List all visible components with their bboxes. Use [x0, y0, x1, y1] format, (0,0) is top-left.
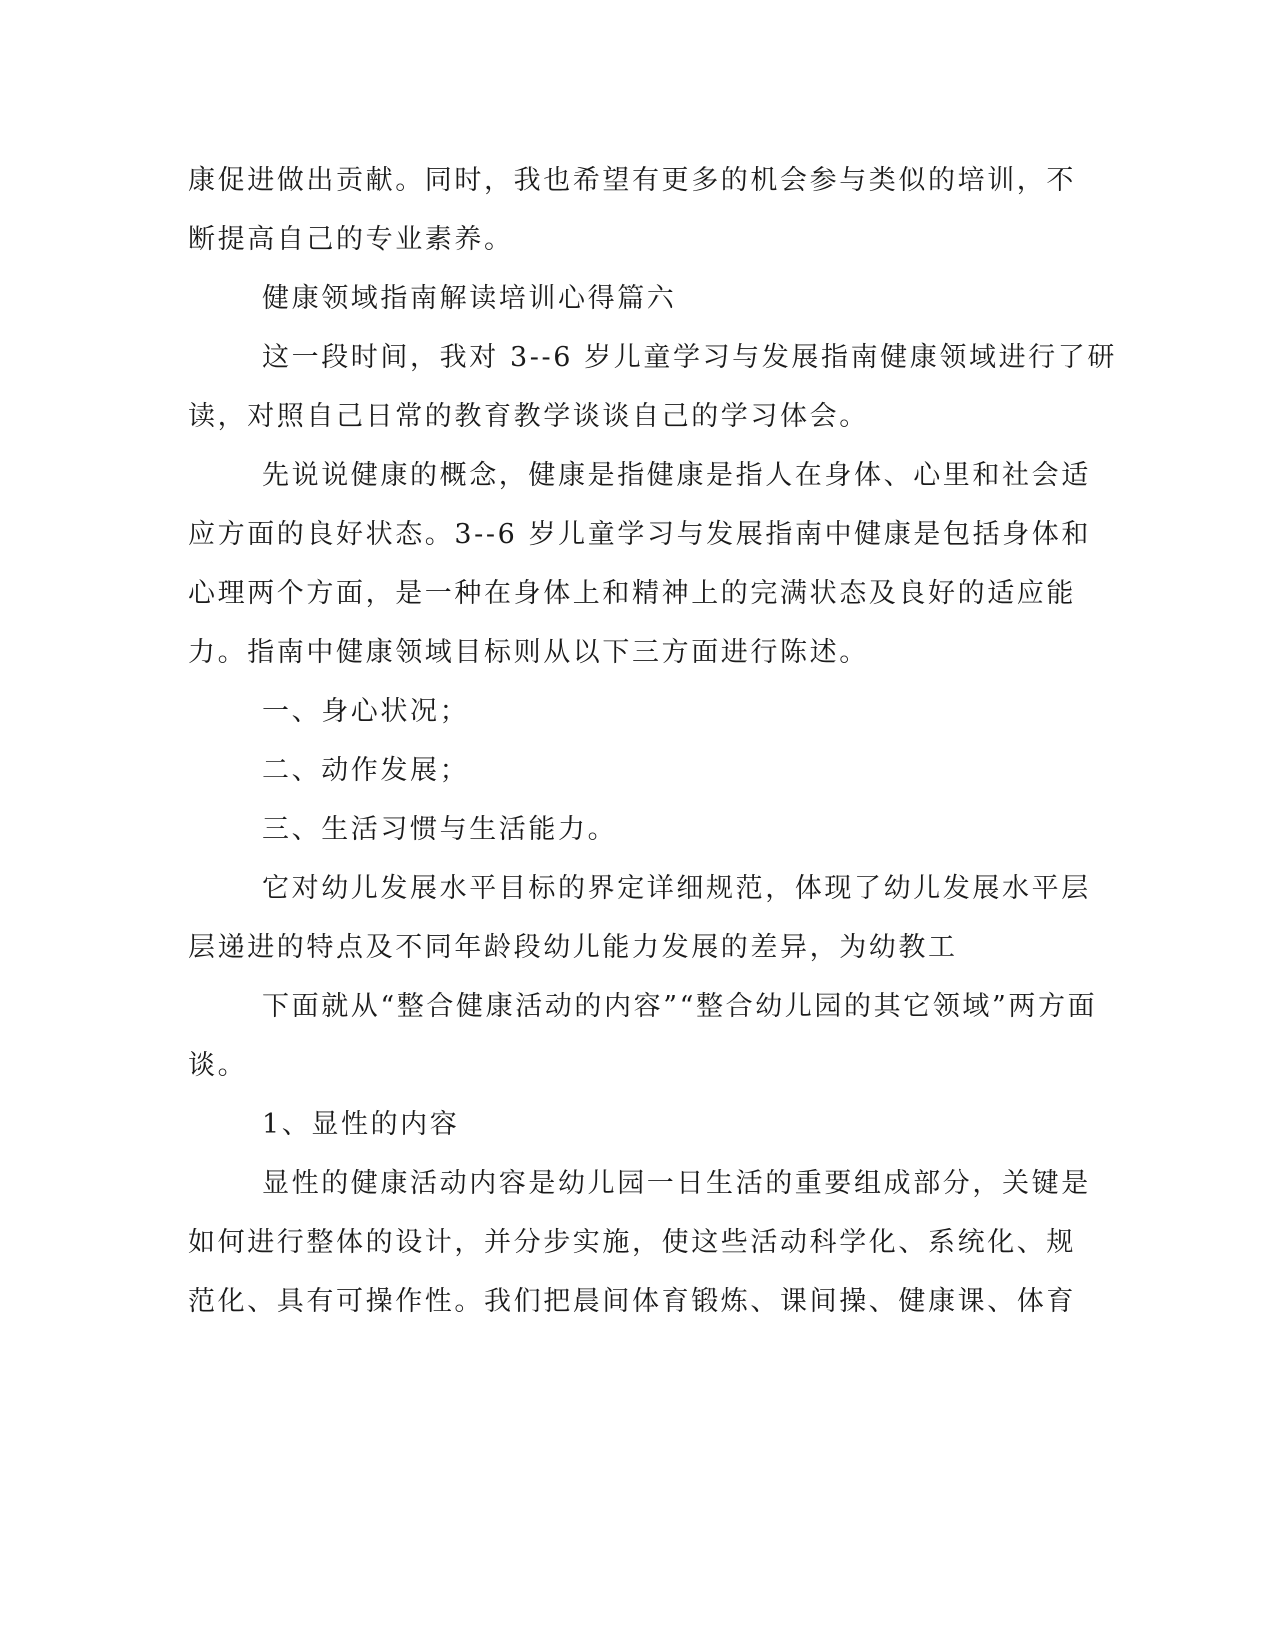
document-page: 康促进做出贡献。同时，我也希望有更多的机会参与类似的培训，不 断提高自己的专业素养。 健康领域指南解读培训心得篇六 这一段时间，我对 3--6 岁儿童学习与发展指南健康领域进行了研 读，对照自己日常的教育教学谈谈自己的学习体会。 先说说健康的概念，健康是指健康是指人在身体、心里和社会适 应方面的良好状态。3--6 岁儿童学习与发展指南中健康是包括身体和 心理两个方面，是一种在身体上和精神上的完满状态及良好的适应能 力。指南中健康领域目标则从以下三方面进行陈述。 一、身心状况； 二、动作发展； 三、生活习惯与生活能力。 它对幼儿发展水平目标的界定详细规范，体现了幼儿发展水平层 层递进的特点及不同年龄段幼儿能力发展的差异，为幼教工 下面就从“整合健康活动的内容”“整合幼儿园的其它领域”两方面 谈。 1、显性的内容 显性的健康活动内容是幼儿园一日生活的重要组成部分，关键是 如何进行整体的设计，并分步实施，使这些活动科学化、系统化、规 范化、具有可操作性。我们把晨间体育锻炼、课间操、健康课、体育	[0, 0, 1275, 1650]
